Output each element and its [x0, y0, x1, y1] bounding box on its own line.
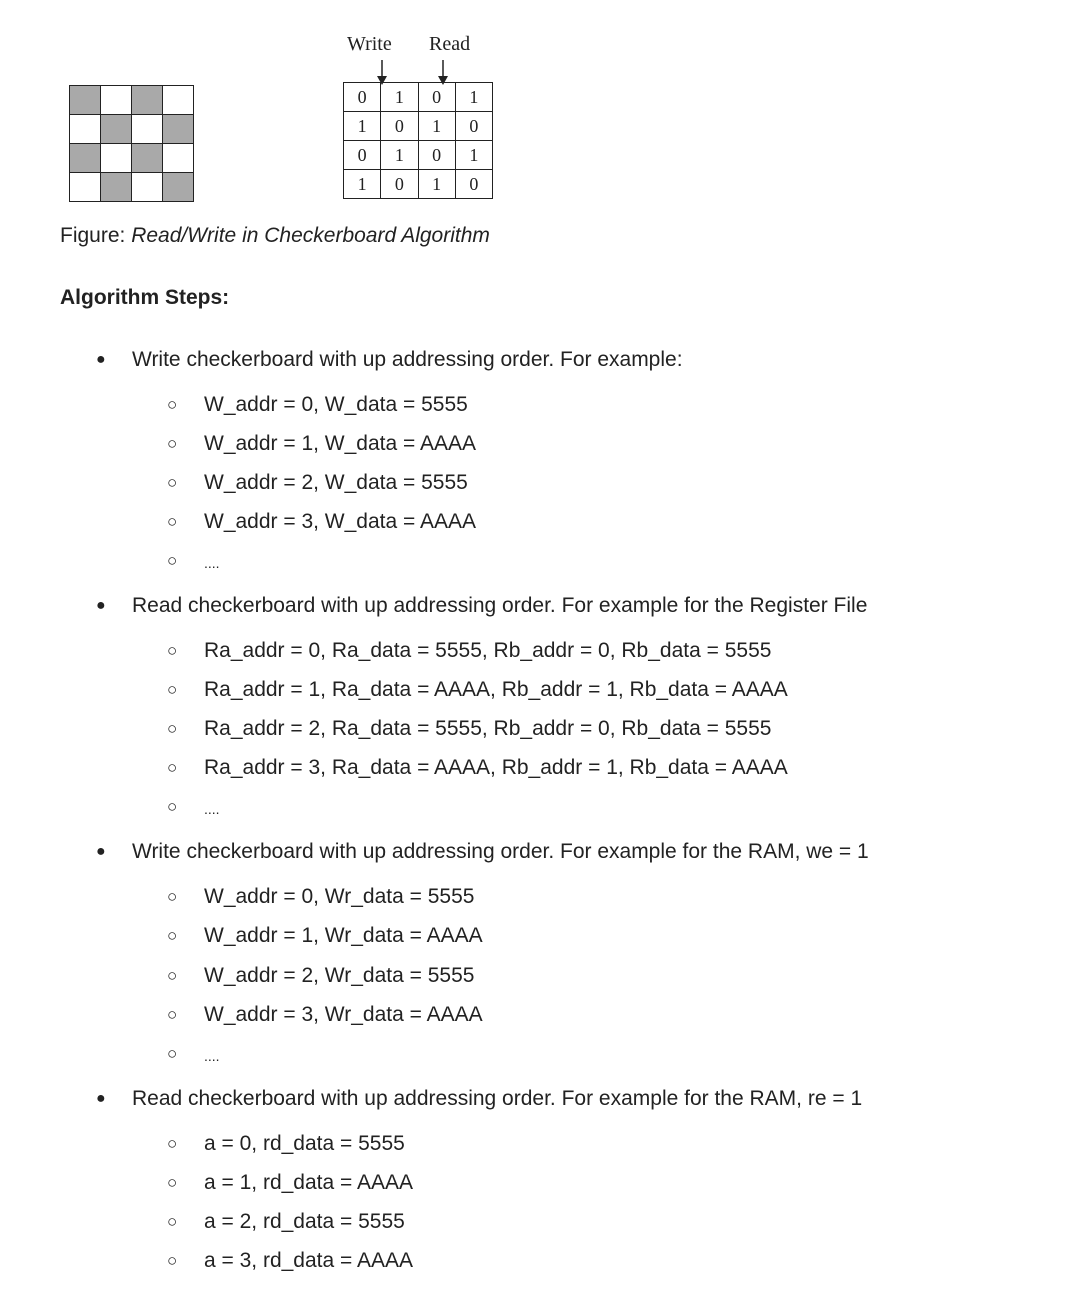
step-text: Read checkerboard with up addressing order. For example for the RAM, re = 1: [132, 1087, 863, 1110]
circle-bullet-icon: ○: [167, 1044, 178, 1063]
grid-cell: [163, 173, 194, 202]
grid-cell: [101, 86, 132, 115]
grid-cell: [101, 173, 132, 202]
step-item: W_addr = 1, W_data = AAAA: [204, 432, 476, 455]
circle-bullet-icon: ○: [167, 434, 178, 453]
step-item: W_addr = 0, Wr_data = 5555: [204, 885, 475, 908]
step-item: a = 1, rd_data = AAAA: [204, 1171, 413, 1194]
circle-bullet-icon: ○: [167, 1251, 178, 1270]
grid-cell: [70, 115, 101, 144]
bullet-icon: ●: [96, 597, 106, 614]
grid-cell: [70, 86, 101, 115]
bit-cell: 0: [455, 112, 492, 141]
step-item: a = 3, rd_data = AAAA: [204, 1249, 413, 1272]
circle-bullet-icon: ○: [167, 966, 178, 985]
grid-cell: [163, 144, 194, 173]
step-item: Ra_addr = 1, Ra_data = AAAA, Rb_addr = 1, Rb_data = AAAA: [204, 678, 788, 701]
bit-cell: 0: [344, 83, 381, 112]
grid-cell: [132, 115, 163, 144]
circle-bullet-icon: ○: [167, 1173, 178, 1192]
circle-bullet-icon: ○: [167, 1134, 178, 1153]
step-item: Ra_addr = 0, Ra_data = 5555, Rb_addr = 0, Rb_data = 5555: [204, 639, 772, 662]
circle-bullet-icon: ○: [167, 641, 178, 660]
caption-prefix: Figure:: [60, 224, 132, 247]
step-item: Ra_addr = 3, Ra_data = AAAA, Rb_addr = 1, Rb_data = AAAA: [204, 756, 788, 779]
step-item: a = 0, rd_data = 5555: [204, 1132, 405, 1155]
bit-cell: 0: [381, 112, 418, 141]
caption-title: Read/Write in Checkerboard Algorithm: [131, 224, 490, 247]
grid-cell: [101, 115, 132, 144]
bit-cell: 0: [418, 141, 455, 170]
bullet-icon: ●: [96, 1090, 106, 1107]
bit-cell: 1: [344, 170, 381, 199]
bit-row: [344, 112, 493, 141]
step-item-ellipsis: ....: [204, 1048, 220, 1064]
step-text: Write checkerboard with up addressing order. For example for the RAM, we = 1: [132, 840, 869, 863]
figure-caption: [60, 224, 490, 248]
bit-cell: 1: [418, 170, 455, 199]
bit-cell: 0: [455, 170, 492, 199]
circle-bullet-icon: ○: [167, 719, 178, 738]
grid-cell: [70, 144, 101, 173]
read-label: Read: [429, 33, 471, 55]
grid-cell: [132, 173, 163, 202]
bit-cell: 1: [455, 83, 492, 112]
grid-cell: [163, 115, 194, 144]
step-item-ellipsis: ....: [204, 555, 220, 571]
circle-bullet-icon: ○: [167, 680, 178, 699]
circle-bullet-icon: ○: [167, 1005, 178, 1024]
circle-bullet-icon: ○: [167, 473, 178, 492]
bullet-icon: ●: [96, 351, 106, 368]
step-item: a = 2, rd_data = 5555: [204, 1210, 405, 1233]
bit-cell: 1: [455, 141, 492, 170]
grid-cell: [132, 144, 163, 173]
circle-bullet-icon: ○: [167, 926, 178, 945]
bit-cell: 1: [381, 141, 418, 170]
algorithm-heading: Algorithm Steps:: [60, 286, 230, 309]
bit-row: [344, 83, 493, 112]
step-item: W_addr = 3, Wr_data = AAAA: [204, 1003, 483, 1026]
bit-cell: 1: [381, 83, 418, 112]
step-item: W_addr = 2, Wr_data = 5555: [204, 964, 475, 987]
step-item: W_addr = 0, W_data = 5555: [204, 393, 468, 416]
write-label: Write: [347, 33, 392, 55]
bit-cell: 0: [381, 170, 418, 199]
circle-bullet-icon: ○: [167, 797, 178, 816]
step-item: W_addr = 3, W_data = AAAA: [204, 510, 476, 533]
bit-row: [344, 170, 493, 199]
step-item: W_addr = 2, W_data = 5555: [204, 471, 468, 494]
grid-cell: [163, 86, 194, 115]
step-item: Ra_addr = 2, Ra_data = 5555, Rb_addr = 0, Rb_data = 5555: [204, 717, 772, 740]
step-item: W_addr = 1, Wr_data = AAAA: [204, 924, 483, 947]
step-text: Write checkerboard with up addressing order. For example:: [132, 348, 683, 371]
bit-row: [344, 141, 493, 170]
bit-cell: 1: [344, 112, 381, 141]
bit-table: [343, 82, 493, 199]
circle-bullet-icon: ○: [167, 887, 178, 906]
bit-cell: 1: [418, 112, 455, 141]
circle-bullet-icon: ○: [167, 395, 178, 414]
circle-bullet-icon: ○: [167, 551, 178, 570]
grid-cell: [70, 173, 101, 202]
bullet-icon: ●: [96, 843, 106, 860]
circle-bullet-icon: ○: [167, 512, 178, 531]
circle-bullet-icon: ○: [167, 1212, 178, 1231]
step-item-ellipsis: ....: [204, 801, 220, 817]
step-text: Read checkerboard with up addressing order. For example for the Register File: [132, 594, 868, 617]
grid-cell: [132, 86, 163, 115]
bit-cell: 0: [344, 141, 381, 170]
grid-cell: [101, 144, 132, 173]
checkerboard-grid: [69, 85, 194, 202]
circle-bullet-icon: ○: [167, 758, 178, 777]
bit-cell: 0: [418, 83, 455, 112]
